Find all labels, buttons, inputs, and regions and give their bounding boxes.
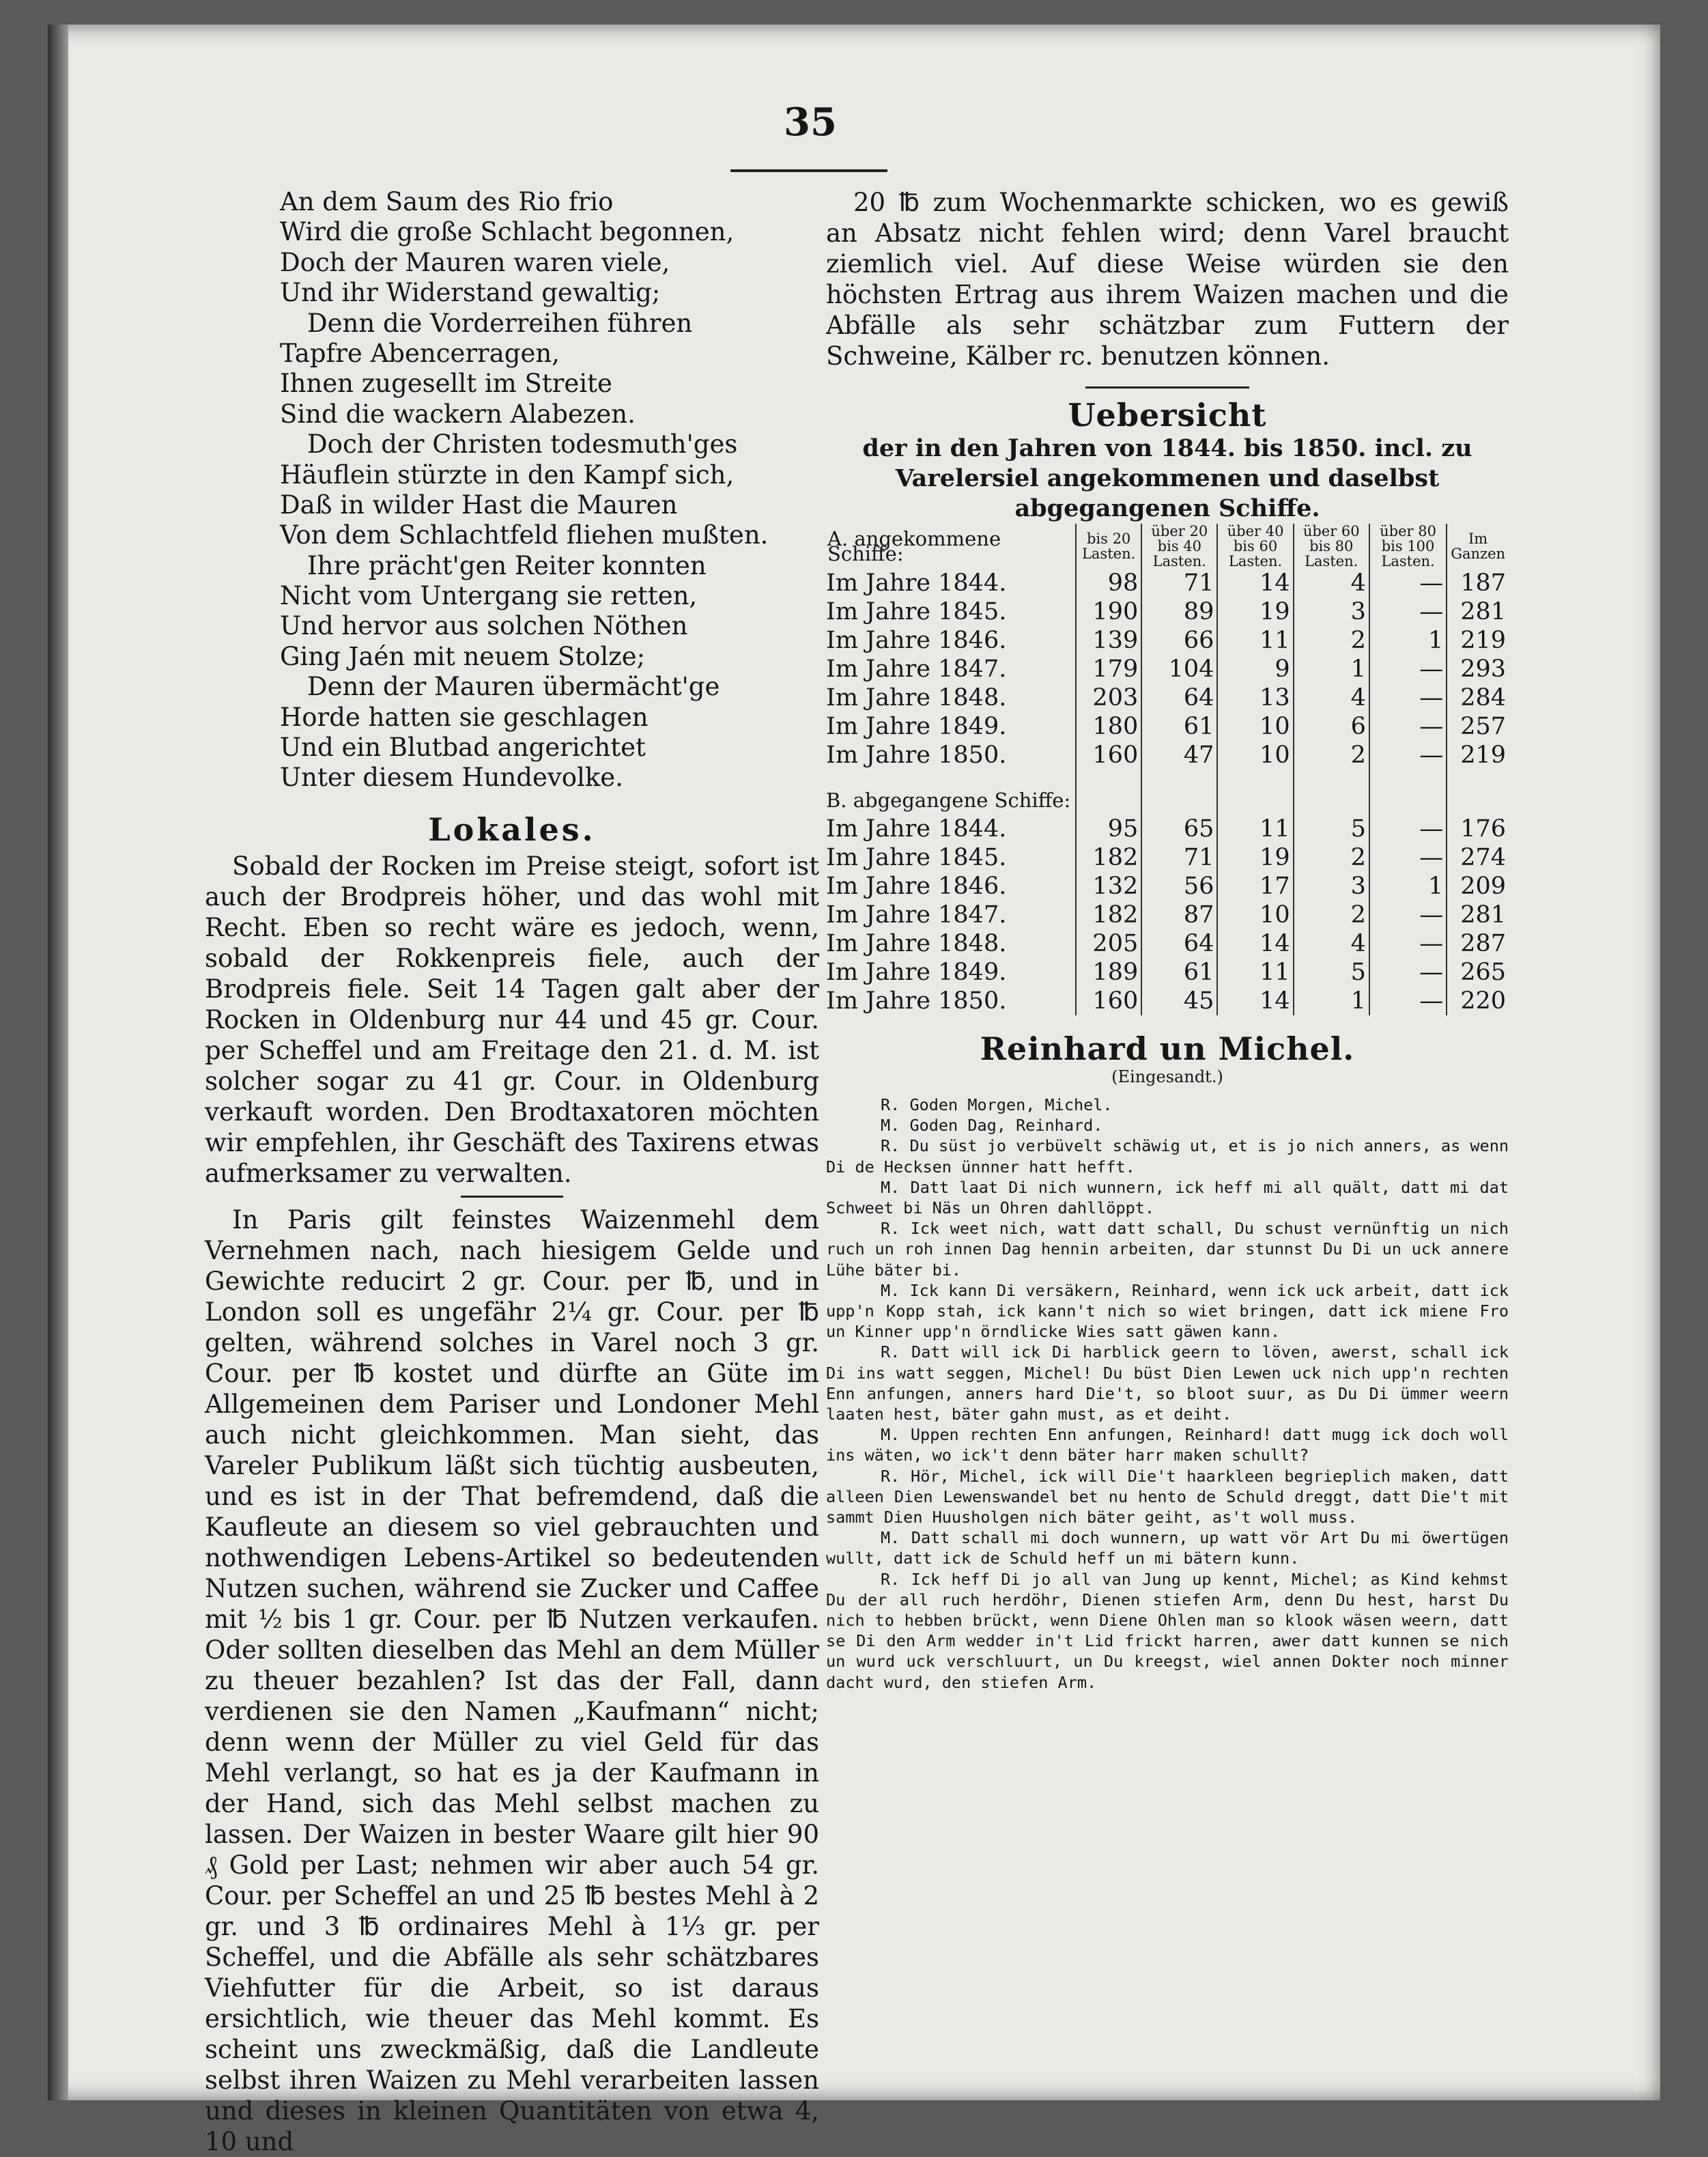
table-row xyxy=(826,712,1509,741)
table-cell: 205 xyxy=(1076,929,1141,958)
row-label: Im Jahre 1847. xyxy=(826,655,1007,683)
table-cell: — xyxy=(1369,815,1447,843)
table-cell: 14 xyxy=(1217,929,1293,958)
table-row xyxy=(826,569,1509,597)
row-label: Im Jahre 1848. xyxy=(826,930,1007,957)
table-cell: 189 xyxy=(1076,958,1141,987)
table-cell: 281 xyxy=(1447,901,1509,929)
table-cell: 3 xyxy=(1294,872,1369,901)
lokales-heading: Lokales. xyxy=(428,810,596,848)
table-cell: 64 xyxy=(1141,683,1217,712)
table-row xyxy=(826,626,1509,655)
dialog-line: M. Datt schall mi doch wunnern, up watt vör Art Du mi öwertügen wullt, datt ick de Schuld heff un mi bätern kunn. xyxy=(826,1528,1509,1568)
table-column-header: über 60 bis 80 Lasten. xyxy=(1294,524,1369,569)
table-cell: — xyxy=(1369,569,1447,597)
dialog-line: R. Goden Morgen, Michel. xyxy=(881,1095,1113,1114)
table-cell: 11 xyxy=(1217,815,1293,843)
table-cell: 47 xyxy=(1141,741,1217,770)
table-cell: 1 xyxy=(1294,987,1369,1015)
table-cell: — xyxy=(1369,901,1447,929)
dialog-line: R. Hör, Michel, ick will Die't haarkleen begrieplich maken, datt alleen Dien Lewenswandel bet nu hento de Schuld dreggt, datt Die't mit sammt Dien Huusholgen nich bäter geiht, as't woll muss. xyxy=(826,1466,1509,1527)
row-label: Im Jahre 1849. xyxy=(826,713,1007,740)
dialog-line: M. Uppen rechten Enn anfungen, Reinhard! datt mugg ick doch woll ins wäten, wo ick't denn bäter harr maken schullt? xyxy=(826,1425,1509,1465)
table-cell: 5 xyxy=(1294,958,1369,987)
table-cell: 64 xyxy=(1141,929,1217,958)
table-cell: — xyxy=(1369,741,1447,770)
dialog-line: M. Ick kann Di versäkern, Reinhard, wenn ick uck arbeit, datt ick upp'n Kopp stah, ick kann't nich so wiet bringen, datt ick miene Fro un Kinner upp'n örndlicke Wies satt gäwen kann. xyxy=(826,1280,1509,1342)
table-cell: 104 xyxy=(1141,655,1217,683)
table-cell: 2 xyxy=(1294,843,1369,872)
table-cell: 1 xyxy=(1369,626,1447,655)
table-cell: 95 xyxy=(1076,815,1141,843)
table-cell: 1 xyxy=(1369,872,1447,901)
table-cell: 274 xyxy=(1447,843,1509,872)
table-column-header: Im Ganzen xyxy=(1447,524,1509,569)
table-row xyxy=(826,741,1509,770)
table-row xyxy=(826,872,1509,901)
ships-table xyxy=(826,524,1509,1015)
table-cell-empty xyxy=(1076,770,1141,815)
table-cell: 19 xyxy=(1217,843,1293,872)
page-number-rule xyxy=(730,169,887,172)
table-cell: 220 xyxy=(1447,987,1509,1015)
right-column xyxy=(826,187,1509,1693)
table-cell: 19 xyxy=(1217,597,1293,626)
poem-line: Daß in wilder Hast die Mauren xyxy=(280,490,678,520)
lokales-paragraph-1: Sobald der Rocken im Preise steigt, sofort ist auch der Brodpreis höher, und das wohl mit Recht. Eben so recht wäre es jedoch, wenn, sobald der Rokkenpreis fiele, auch der Brodpreis fiele. Seit 14 Tagen galt aber der Rocken in Oldenburg nur 44 und 45 gr. Cour. per Scheffel und am Freitage den 21. d. M. ist solcher sogar zu 41 gr. Cour. in Oldenburg verkauft worden. Den Brodtaxatoren möchten wir empfehlen, ihr Geschäft des Taxirens etwas aufmerksamer zu verwalten. xyxy=(205,851,819,1188)
table-cell: 10 xyxy=(1217,901,1293,929)
table-column-header: über 80 bis 100 Lasten. xyxy=(1369,524,1447,569)
lokales-paragraph-2: In Paris gilt feinstes Waizenmehl dem Vernehmen nach, nach hiesigem Gelde und Gewichte reducirt 2 gr. Cour. per ℔, und in London soll es ungefähr 2¼ gr. Cour. per ℔ gelten, während solches in Varel noch 3 gr. Cour. per ℔ kostet und dürfte an Güte im Allgemeinen dem Pariser und Londoner Mehl auch nicht gleichkommen. Man sieht, das Vareler Publikum läßt sich tüchtig ausbeuten, und es ist in der That befremdend, daß die Kaufleute an diesem so viel gebrauchten und nothwendigen Lebens-Artikel so bedeutenden Nutzen suchen, während sie Zucker und Caffee mit ½ bis 1 gr. Cour. per ℔ Nutzen verkaufen. Oder sollten dieselben das Mehl an dem Müller zu theuer bezahlen? Ist das der Fall, dann verdienen sie den Namen „Kaufmann“ nicht; denn wenn der Müller zu viel Geld für das Mehl verlangt, so hat es ja der Kaufmann in der Hand, sich das Mehl selbst machen zu lassen. Der Waizen in bester Waare gilt hier 90 ₰ Gold per Last; nehmen wir aber auch 54 gr. Cour. per Scheffel an und 25 ℔ bestes Mehl à 2 gr. und 3 ℔ ordinaires Mehl à 1⅓ gr. per Scheffel, und die Abfälle als sehr schätzbares Viehfutter für die Arbeit, so ist daraus ersichtlich, wie theuer das Mehl kommt. Es scheint uns zweckmäßig, daß die Landleute selbst ihren Waizen zu Mehl verarbeiten lassen und dieses in kleinen Quantitäten von etwa 4, 10 und xyxy=(205,1204,819,2156)
poem-line: Ihnen zugesellt im Streite xyxy=(280,369,612,399)
table-cell: 219 xyxy=(1447,626,1509,655)
table-cell: 179 xyxy=(1076,655,1141,683)
dialog xyxy=(826,1095,1509,1693)
table-cell: 4 xyxy=(1294,683,1369,712)
row-label: Im Jahre 1845. xyxy=(826,598,1007,625)
table-cell: 4 xyxy=(1294,929,1369,958)
table-cell: 281 xyxy=(1447,597,1509,626)
table-cell: — xyxy=(1369,843,1447,872)
table-cell: 209 xyxy=(1447,872,1509,901)
poem-line: Horde hatten sie geschlagen xyxy=(280,702,649,732)
continued-paragraph: 20 ℔ zum Wochenmarkte schicken, wo es gewiß an Absatz nicht fehlen wird; denn Varel braucht ziemlich viel. Auf diese Weise würden sie den höchsten Ertrag aus ihrem Waizen machen und die Abfälle als sehr schätzbar zum Futtern der Schweine, Kälber rc. benutzen können. xyxy=(826,188,1509,371)
table-cell: 132 xyxy=(1076,872,1141,901)
table-cell: 1 xyxy=(1294,655,1369,683)
row-label: Im Jahre 1846. xyxy=(826,873,1007,900)
table-cell: 265 xyxy=(1447,958,1509,987)
poem-line: Sind die wackern Alabezen. xyxy=(280,399,636,429)
table-cell: 10 xyxy=(1217,712,1293,741)
row-label: Im Jahre 1848. xyxy=(826,684,1007,711)
row-label: Im Jahre 1847. xyxy=(826,901,1007,929)
row-label: Im Jahre 1849. xyxy=(826,959,1007,986)
row-label: Im Jahre 1844. xyxy=(826,569,1007,597)
poem-line: Tapfre Abencerragen, xyxy=(280,338,560,368)
table-cell: 160 xyxy=(1076,741,1141,770)
table-cell: 89 xyxy=(1141,597,1217,626)
table-row xyxy=(826,655,1509,683)
row-label: Im Jahre 1850. xyxy=(826,987,1007,1015)
table-cell: 2 xyxy=(1294,626,1369,655)
table-cell-empty xyxy=(1141,770,1217,815)
table-subtitle: der in den Jahren von 1844. bis 1850. incl. zu Varelersiel angekommenen und daselbst abgegangenen Schiffe. xyxy=(862,434,1472,522)
poem-line: An dem Saum des Rio frio xyxy=(280,187,614,216)
table-cell: 2 xyxy=(1294,901,1369,929)
table-cell: — xyxy=(1369,987,1447,1015)
book-spine-shadow xyxy=(48,25,68,2100)
table-row xyxy=(826,901,1509,929)
poem-line: Von dem Schlachtfeld fliehen mußten. xyxy=(280,520,769,550)
table-column-header: über 40 bis 60 Lasten. xyxy=(1217,524,1293,569)
table-cell: 71 xyxy=(1141,569,1217,597)
dialog-subheading: (Eingesandt.) xyxy=(1111,1067,1223,1086)
row-label: Im Jahre 1850. xyxy=(826,742,1007,769)
table-cell-empty xyxy=(1294,770,1369,815)
poem-line: Und ihr Widerstand gewaltig; xyxy=(280,278,661,308)
table-cell: 180 xyxy=(1076,712,1141,741)
table-cell: 219 xyxy=(1447,741,1509,770)
table-cell: 287 xyxy=(1447,929,1509,958)
poem-line: Ihre prächt'gen Reiter konnten xyxy=(307,550,707,580)
table-title: Uebersicht xyxy=(1068,397,1267,434)
table-cell: 182 xyxy=(1076,843,1141,872)
table-cell-empty xyxy=(1369,770,1447,815)
table-cell-empty xyxy=(1447,770,1509,815)
dialog-line: M. Datt laat Di nich wunnern, ick heff mi all quält, datt mi dat Schweet bi Näs un Ohren dahllöppt. xyxy=(826,1177,1509,1218)
dialog-line: M. Goden Dag, Reinhard. xyxy=(881,1116,1103,1136)
poem-line: Wird die große Schlacht begonnen, xyxy=(280,217,735,247)
poem-line: Häuflein stürzte in den Kampf sich, xyxy=(280,460,735,490)
table-cell: 61 xyxy=(1141,958,1217,987)
table-cell: 182 xyxy=(1076,901,1141,929)
table-cell: — xyxy=(1369,655,1447,683)
table-cell: 11 xyxy=(1217,958,1293,987)
table-cell: 14 xyxy=(1217,987,1293,1015)
left-column xyxy=(205,187,819,2157)
table-cell: — xyxy=(1369,597,1447,626)
table-cell: 5 xyxy=(1294,815,1369,843)
table-cell: 87 xyxy=(1141,901,1217,929)
table-cell: 160 xyxy=(1076,987,1141,1015)
poem xyxy=(205,187,819,793)
section-rule xyxy=(461,1196,563,1198)
table-cell: 203 xyxy=(1076,683,1141,712)
table-cell: 9 xyxy=(1217,655,1293,683)
table-column-header: bis 20 Lasten. xyxy=(1076,524,1141,569)
table-cell: 2 xyxy=(1294,741,1369,770)
table-cell: 190 xyxy=(1076,597,1141,626)
table-cell: 293 xyxy=(1447,655,1509,683)
dialog-line: R. Du süst jo verbüvelt schäwig ut, et is jo nich anners, as wenn Di de Hecksen ünnner hatt hefft. xyxy=(826,1136,1509,1176)
table-cell-empty xyxy=(1217,770,1293,815)
table-cell: 6 xyxy=(1294,712,1369,741)
poem-line: Nicht vom Untergang sie retten, xyxy=(280,581,698,611)
table-cell: 284 xyxy=(1447,683,1509,712)
table-row xyxy=(826,683,1509,712)
table-cell: 56 xyxy=(1141,872,1217,901)
table-cell: 61 xyxy=(1141,712,1217,741)
table-cell: — xyxy=(1369,712,1447,741)
table-cell: 45 xyxy=(1141,987,1217,1015)
poem-line: Ging Jaén mit neuem Stolze; xyxy=(280,641,646,671)
row-label: Im Jahre 1845. xyxy=(826,844,1007,871)
table-column-header: über 20 bis 40 Lasten. xyxy=(1141,524,1217,569)
newspaper-page xyxy=(48,25,1660,2156)
table-row xyxy=(826,958,1509,987)
table-cell: 187 xyxy=(1447,569,1509,597)
table-row xyxy=(826,843,1509,872)
table-cell: 257 xyxy=(1447,712,1509,741)
table-cell: 17 xyxy=(1217,872,1293,901)
table-section-label: B. abgegangene Schiffe: xyxy=(826,789,1071,812)
table-cell: 4 xyxy=(1294,569,1369,597)
dialog-heading: Reinhard un Michel. xyxy=(980,1030,1355,1067)
dialog-line: R. Ick weet nich, watt datt schall, Du schust vernünftig un nich ruch un roh innen Dag hennin arbeiten, dar stunnst Du Di un uck annere Lühe bäter bi. xyxy=(826,1219,1509,1280)
table-cell: 65 xyxy=(1141,815,1217,843)
table-cell: — xyxy=(1369,929,1447,958)
table-cell: 176 xyxy=(1447,815,1509,843)
poem-line: Unter diesem Hundevolke. xyxy=(280,763,623,793)
poem-line: Und ein Blutbad angerichtet xyxy=(280,733,646,763)
table-cell: 139 xyxy=(1076,626,1141,655)
table-cell: 13 xyxy=(1217,683,1293,712)
section-rule xyxy=(1085,386,1249,389)
row-label: Im Jahre 1846. xyxy=(826,627,1007,654)
table-section-label: A. angekommene Schiffe: xyxy=(827,527,1001,565)
dialog-line: R. Datt will ick Di harblick geern to löven, awerst, schall ick Di ins watt seggen, Michel! Du büst Dien Lewen uck nich upp'n rechten Enn anfungen, anners hard Die't, so bloot suur, as Du Di ümmer weern laaten hest, bäter gahn must, as et deiht. xyxy=(826,1342,1509,1424)
poem-line: Doch der Christen todesmuth'ges xyxy=(307,429,738,460)
table-row xyxy=(826,815,1509,843)
table-cell: 98 xyxy=(1076,569,1141,597)
table-cell: 3 xyxy=(1294,597,1369,626)
poem-line: Denn die Vorderreihen führen xyxy=(307,308,693,338)
dialog-line: R. Ick heff Di jo all van Jung up kennt, Michel; as Kind kehmst Du der all ruch herdöhr, Dienen stiefen Arm, denn Du hest, harst Du nich to hebben brückt, wenn Diene Ohlen man so klook wäsen weern, datt se Di den Arm wedder in't Lid frickt harren, awer datt kunnen se nich un wurd uck verschluurt, un Du kreegst, wiel annen Dokter noch minner dacht wurd, den stiefen Arm. xyxy=(826,1569,1509,1692)
table-cell: 10 xyxy=(1217,741,1293,770)
table-cell: 71 xyxy=(1141,843,1217,872)
page-number: 35 xyxy=(784,100,837,145)
table-cell: 14 xyxy=(1217,569,1293,597)
table-row xyxy=(826,987,1509,1015)
poem-line: Doch der Mauren waren viele, xyxy=(280,247,670,277)
poem-line: Und hervor aus solchen Nöthen xyxy=(280,611,688,641)
row-label: Im Jahre 1844. xyxy=(826,815,1007,843)
table-cell: 66 xyxy=(1141,626,1217,655)
table-row xyxy=(826,597,1509,626)
table-cell: — xyxy=(1369,958,1447,987)
table-row xyxy=(826,929,1509,958)
poem-line: Denn der Mauren übermächt'ge xyxy=(307,672,720,702)
table-cell: 11 xyxy=(1217,626,1293,655)
table-cell: — xyxy=(1369,683,1447,712)
